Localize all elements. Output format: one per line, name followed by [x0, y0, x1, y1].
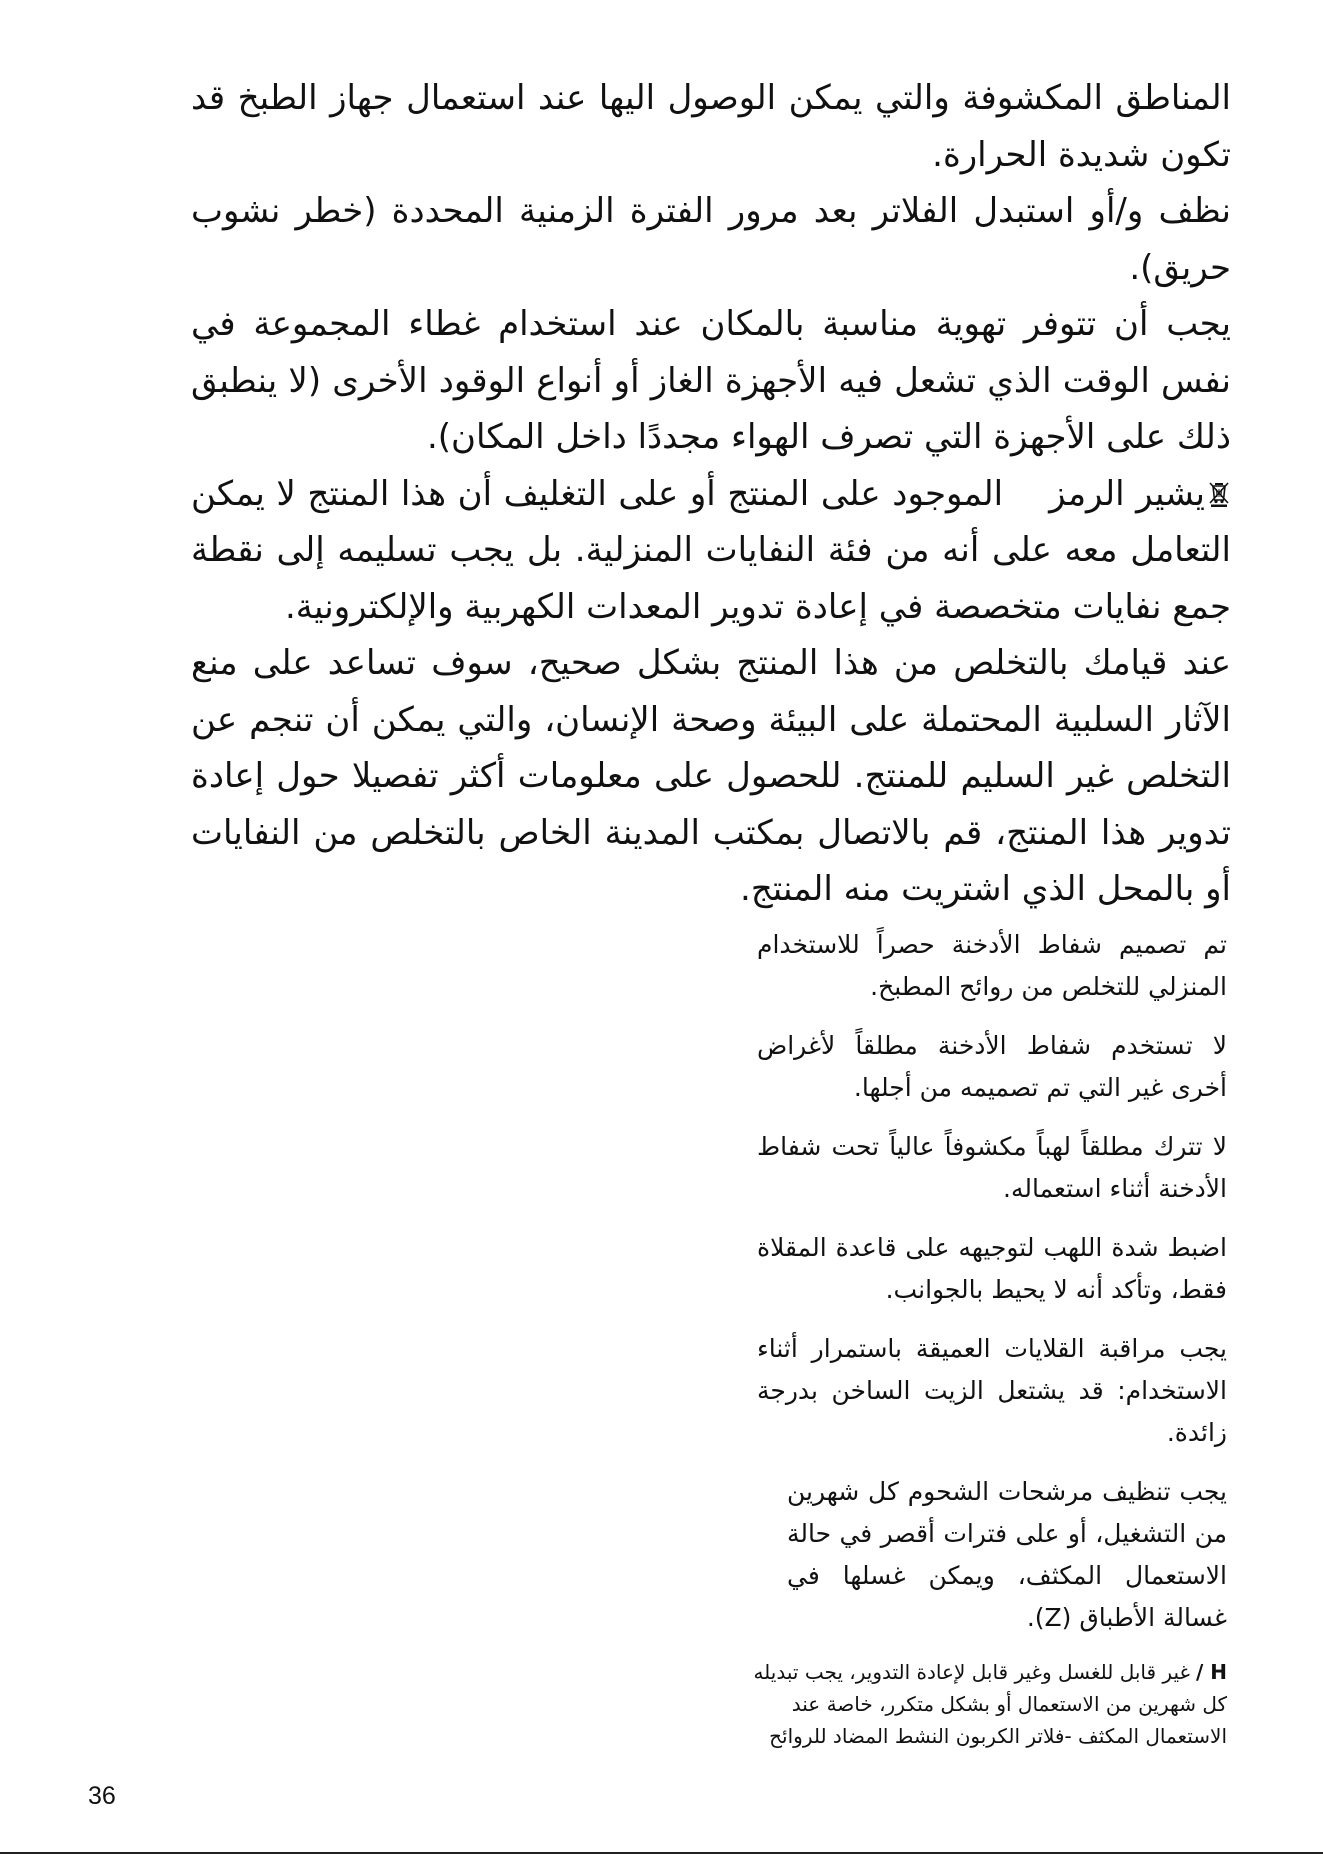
note-flame-intensity: اضبط شدة اللهب لتوجيهه على قاعدة المقلاة فقط، وتأكد أنه لا يحيط بالجوانب. — [757, 1233, 1227, 1304]
crossed-out-wheelie-bin-icon — [1209, 481, 1231, 507]
bottom-divider — [0, 1852, 1323, 1854]
main-text-block — [191, 70, 1231, 918]
weee-text-start: يشير الرمز — [1049, 473, 1205, 514]
paragraph-ventilation: يجب أن تتوفر تهوية مناسبة بالمكان عند استخدام غطاء المجموعة في نفس الوقت الذي تشعل فيه الأجهزة الغاز أو أنواع الوقود الأخرى (لا ينطبق ذلك على الأجهزة التي تصرف الهواء مجددًا داخل المكان). — [191, 304, 1231, 457]
note-open-flame: لا تترك مطلقاً لهباً مكشوفاً عالياً تحت شفاط الأدخنة أثناء استعماله. — [757, 1132, 1227, 1203]
paragraph-hot-surfaces: المناطق المكشوفة والتي يمكن الوصول اليها عند استعمال جهاز الطبخ قد تكون شديدة الحرارة. — [191, 78, 1231, 175]
footnote-marker: H / — [1195, 1660, 1227, 1684]
paragraph-filters-fire-risk: نظف و/أو استبدل الفلاتر بعد مرور الفترة الزمنية المحددة (خطر نشوب حريق). — [191, 191, 1231, 288]
footnote-text: غير قابل للغسل وغير قابل لإعادة التدوير، يجب تبديله كل شهرين من الاستعمال أو بشكل متكرر، خاصة عند الاستعمال المكثف -فلاتر الكربون النشط المضاد للروائح — [753, 1660, 1227, 1748]
safety-notes-block — [753, 924, 1227, 1752]
note-other-purposes: لا تستخدم شفاط الأدخنة مطلقاً لأغراض أخرى غير التي تم تصميمه من أجلها. — [757, 1031, 1227, 1102]
paragraph-weee-symbol — [191, 466, 1231, 636]
footnote-carbon-filters — [727, 1656, 1227, 1752]
note-grease-filters: يجب تنظيف مرشحات الشحوم كل شهرين من التشغيل، أو على فترات أقصر في حالة الاستعمال المكثف، ويمكن غسلها في غسالة الأطباق (Z). — [787, 1477, 1227, 1632]
paragraph-proper-disposal: عند قيامك بالتخلص من هذا المنتج بشكل صحيح، سوف تساعد على منع الآثار السلبية المحتملة على البيئة وصحة الإنسان، والتي يمكن أن تنجم عن التخلص غير السليم للمنتج. للحصول على معلومات أكثر تفصيلا حول إعادة تدوير هذا المنتج، قم بالاتصال بمكتب المدينة الخاص بالتخلص من النفايات أو بالمحل الذي اشتريت منه المنتج. — [191, 643, 1231, 909]
note-domestic-use: تم تصميم شفاط الأدخنة حصراً للاستخدام المنزلي للتخلص من روائح المطبخ. — [757, 930, 1227, 1001]
note-deep-fryers: يجب مراقبة القلايات العميقة باستمرار أثناء الاستخدام: قد يشتعل الزيت الساخن بدرجة زائدة. — [757, 1334, 1227, 1447]
page-number: 36 — [88, 1782, 116, 1810]
weee-text-rest: الموجود على المنتج أو على التغليف أن هذا المنتج لا يمكن التعامل معه على أنه من فئة النفايات المنزلية. بل يجب تسليمه إلى نقطة جمع نفايات متخصصة في إعادة تدوير المعدات الكهربية والإلكترونية. — [191, 473, 1231, 627]
